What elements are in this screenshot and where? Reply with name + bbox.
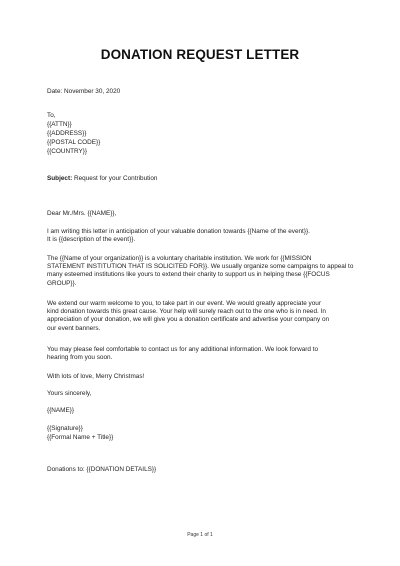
paragraph-line: I am writing this letter in anticipation of your valuable donation towards {{Name of the event}}. xyxy=(47,228,310,235)
paragraph-line: appreciation of your donation, we will give you a donation certificate and advertise your company on xyxy=(47,316,330,324)
paragraph-contact xyxy=(47,346,357,362)
paragraph-line: You may please feel comfortable to contact us for any additional information. We look forward to xyxy=(47,346,319,353)
paragraph-line: GROUP}}. xyxy=(47,279,77,287)
signature-placeholder: {{Signature}} xyxy=(47,425,83,432)
subject-line xyxy=(47,175,157,183)
paragraph-organization xyxy=(47,255,357,288)
signer-name: {{NAME}} xyxy=(47,407,75,414)
date-line: Date: November 30, 2020 xyxy=(47,88,121,95)
address-attn: {{ATTN}} xyxy=(47,121,72,128)
address-street: {{ADDRESS}} xyxy=(47,130,87,137)
donation-details: Donations to: {{DONATION DETAILS}} xyxy=(47,466,157,473)
paragraph-line: The {{Name of your organization}} is a voluntary charitable institution. We work for {{MISSION xyxy=(47,255,312,262)
greeting: Dear Mr./Mrs. {{NAME}}, xyxy=(47,210,117,217)
paragraph-welcome xyxy=(47,300,357,333)
paragraph-line: STATEMENT INSTITUTION THAT IS SOLICITED FOR}}. We usually organize some campaigns to appeal to xyxy=(47,263,354,271)
paragraph-line: It is {{description of the event}}. xyxy=(47,236,136,244)
paragraph-line: kind donation towards this great cause. Your help will surely reach out to the one who is in need. In xyxy=(47,308,326,316)
paragraph-line: We extend our warm welcome to you, to take part in our event. We would greatly appreciate your xyxy=(47,300,321,307)
page-number: Page 1 of 1 xyxy=(187,532,213,538)
paragraph-line: hearing from you soon. xyxy=(47,354,113,362)
formal-name-title: {{Formal Name + Title}} xyxy=(47,434,114,441)
page-title: DONATION REQUEST LETTER xyxy=(100,47,300,62)
subject-text: Request for your Contribution xyxy=(72,175,158,182)
paragraph-line: our event banners. xyxy=(47,324,101,332)
paragraph-line: many esteemed institutions like yours to extend their charity to support us in helping these {{FOCUS xyxy=(47,271,330,279)
closing-wish: With lots of love, Merry Christmas! xyxy=(47,373,145,380)
paragraph-event xyxy=(47,228,357,244)
address-postal: {{POSTAL CODE}} xyxy=(47,139,101,146)
subject-label: Subject: xyxy=(47,175,73,182)
address-country: {{COUNTRY}} xyxy=(47,148,88,155)
closing-sincerely: Yours sincerely, xyxy=(47,390,92,397)
address-to: To, xyxy=(47,112,56,119)
